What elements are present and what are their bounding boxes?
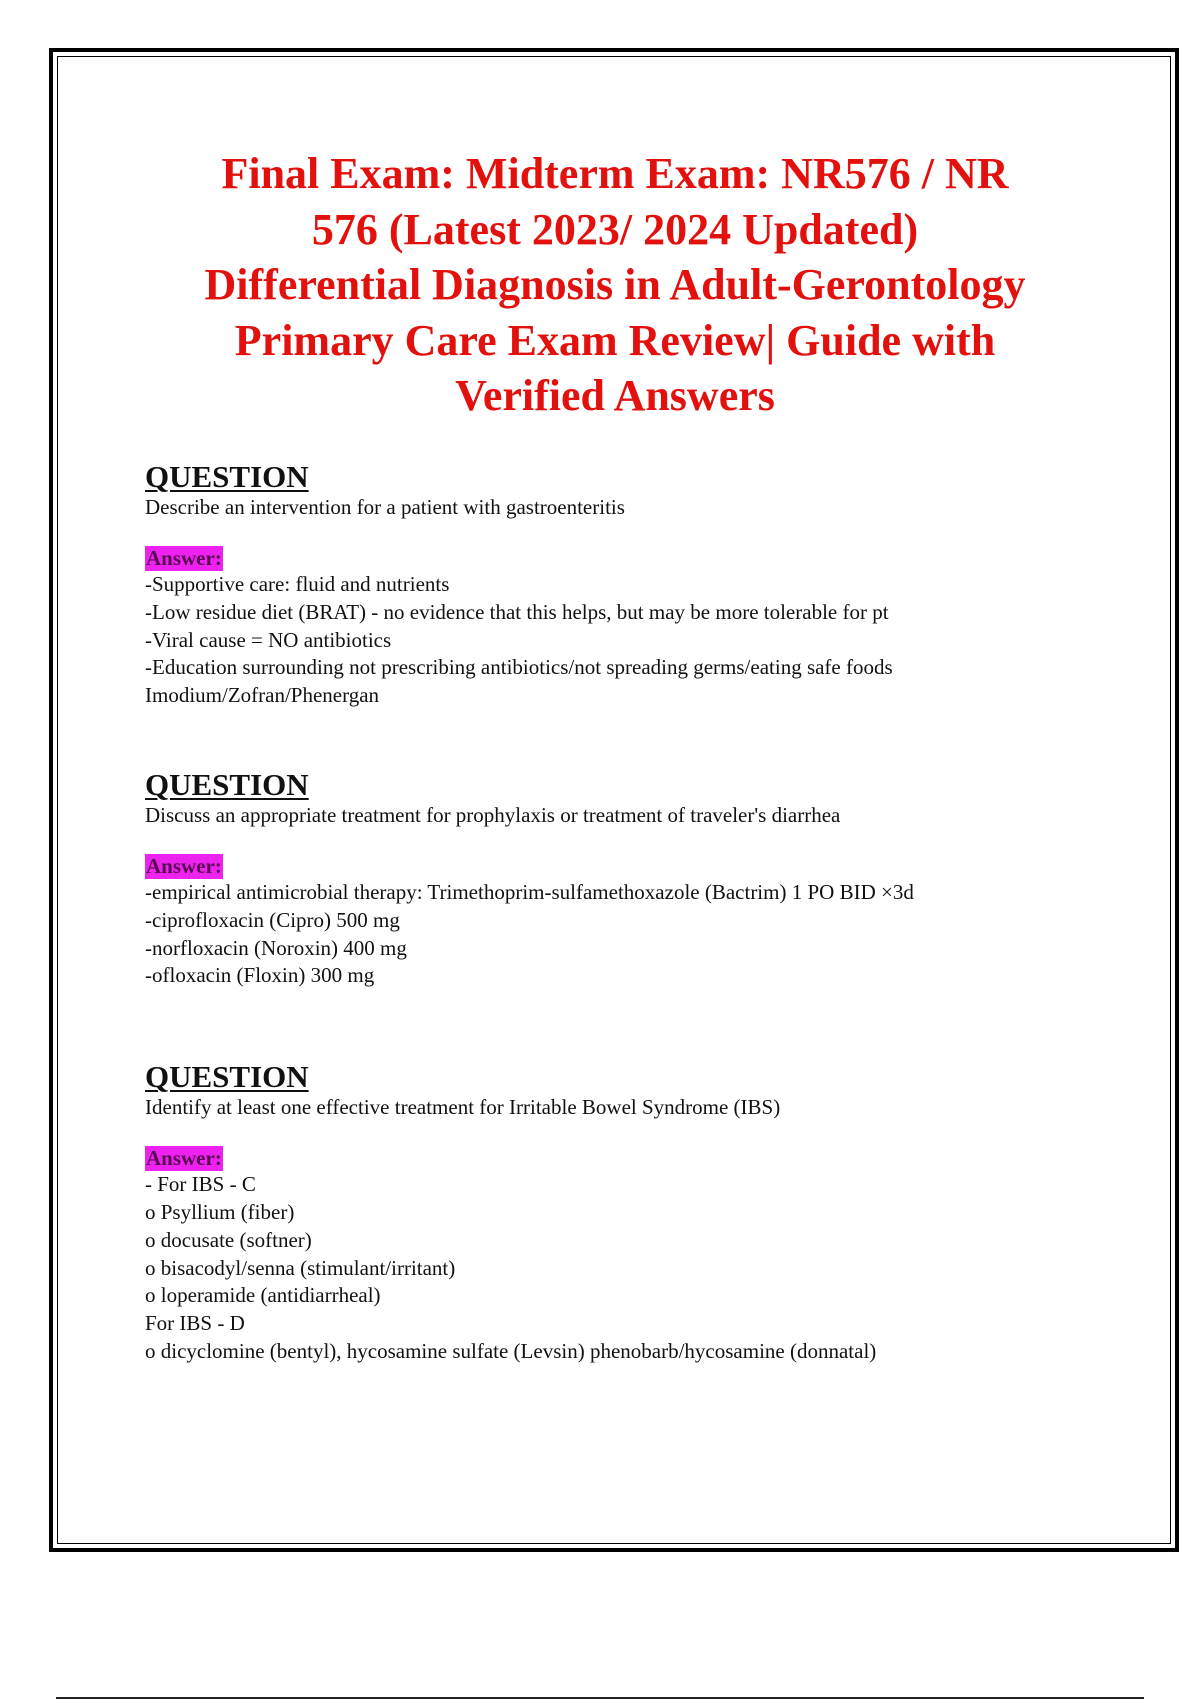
answer-line: -Low residue diet (BRAT) - no evidence that this helps, but may be more tolerable for pt — [145, 599, 889, 624]
answer-list — [145, 571, 1105, 710]
title-line: Verified Answers — [455, 371, 775, 420]
answer-list — [145, 1171, 1105, 1366]
answer-line: -ciprofloxacin (Cipro) 500 mg — [145, 907, 400, 932]
answer-line: -Education surrounding not prescribing antibiotics/not spreading germs/eating safe foods — [145, 655, 893, 680]
qa-content — [145, 460, 1105, 1366]
answer-label: Answer: — [146, 1146, 222, 1171]
answer-line: -ofloxacin (Floxin) 300 mg — [145, 963, 375, 988]
answer-line: o dicyclomine (bentyl), hycosamine sulfate (Levsin) phenobarb/hycosamine (donnatal) — [145, 1338, 877, 1363]
title-line: Differential Diagnosis in Adult-Gerontology — [204, 260, 1026, 309]
answer-line: -empirical antimicrobial therapy: Trimethoprim-sulfamethoxazole (Bactrim) 1 PO BID ×3d — [145, 879, 914, 904]
question-text: Describe an intervention for a patient with gastroenteritis — [145, 495, 625, 519]
answer-line: o bisacodyl/senna (stimulant/irritant) — [145, 1255, 456, 1280]
answer-line: -Viral cause = NO antibiotics — [145, 627, 392, 652]
answer-line: o Psyllium (fiber) — [145, 1199, 295, 1224]
answer-list — [145, 879, 1105, 990]
qa-block-gastroenteritis — [145, 460, 1105, 710]
question-heading: QUESTION — [145, 766, 309, 802]
answer-line: Imodium/Zofran/Phenergan — [145, 683, 380, 708]
question-text: Identify at least one effective treatment for Irritable Bowel Syndrome (IBS) — [145, 1095, 781, 1120]
title-line: 576 (Latest 2023/ 2024 Updated) — [311, 204, 919, 254]
title-line: Final Exam: Midterm Exam: NR576 / NR — [221, 149, 1009, 198]
question-heading: QUESTION — [145, 1059, 309, 1095]
answer-line: - For IBS - C — [145, 1172, 256, 1197]
footer-divider — [56, 1697, 1144, 1699]
answer-label: Answer: — [146, 853, 222, 878]
answer-line: -norfloxacin (Noroxin) 400 mg — [145, 935, 407, 960]
qa-block-ibs — [145, 1060, 1105, 1366]
question-heading: QUESTION — [145, 459, 309, 494]
title-line: Primary Care Exam Review| Guide with — [234, 315, 996, 365]
answer-line: -Supportive care: fluid and nutrients — [145, 572, 450, 596]
answer-line: o loperamide (antidiarrheal) — [145, 1283, 381, 1308]
answer-line: For IBS - D — [145, 1311, 245, 1336]
document-title — [150, 146, 1080, 424]
question-text: Discuss an appropriate treatment for prophylaxis or treatment of traveler's diarrhea — [145, 802, 841, 827]
answer-label: Answer: — [146, 546, 222, 570]
qa-block-travelers-diarrhea — [145, 768, 1105, 990]
answer-line: o docusate (softner) — [145, 1227, 312, 1252]
